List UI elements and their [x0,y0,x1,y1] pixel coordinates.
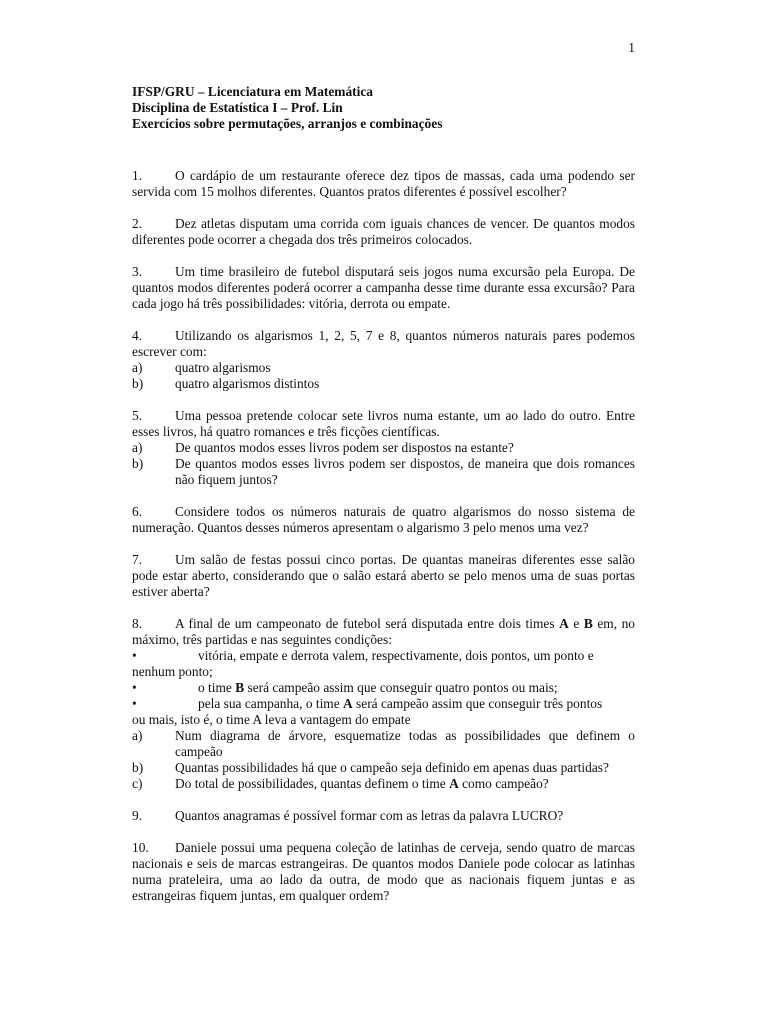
sub-item-c [132,776,635,792]
exercise-text: Um salão de festas possui cinco portas. De quantas maneiras diferentes esse salão pode estar aberto, considerando que o salão estará aberto se pelo menos uma de suas portas estiver aberta? [132,552,635,599]
bullet-icon: • [132,696,137,711]
sub-item-text: Quantas possibilidades há que o campeão seja definido em apenas duas partidas? [175,760,609,775]
bullet-text-continuation: ou mais, isto é, o time A leva a vantagem do empate [132,712,411,727]
bullet-text-part: pela sua campanha, o time [198,696,344,711]
sub-item-label: b) [132,760,144,775]
exercise-4 [132,328,635,392]
exercise-1 [132,168,635,200]
sub-item-text: De quantos modos esses livros podem ser dispostos, de maneira que dois romances não fiquem juntos? [175,456,635,487]
sub-item-label: b) [132,456,144,471]
bullet-item [132,648,635,680]
sub-item-a [132,728,635,760]
team-b-label: B [235,680,245,695]
sub-item-text: De quantos modos esses livros podem ser dispostos na estante? [175,440,514,455]
exercise-number: 4. [132,328,143,343]
sub-item-text-part: como campeão? [458,776,549,791]
bullet-text [198,696,635,712]
exercise-number: 7. [132,552,143,567]
exercise-number: 2. [132,216,143,231]
exercise-5 [132,408,635,488]
sub-item-text [175,776,635,792]
team-a-label: A [559,616,569,631]
exercise-9 [132,808,635,824]
header-discipline: Disciplina de Estatística I – Prof. Lin [132,100,343,115]
exercise-number: 9. [132,808,143,823]
exercise-number: 3. [132,264,143,279]
sub-item-a [132,360,635,376]
bullet-text-part: será campeão assim que conseguir três pontos [352,696,603,711]
exercise-number: 1. [132,168,143,183]
exercise-text: Utilizando os algarismos 1, 2, 5, 7 e 8, quantos números naturais pares podemos escrever com: [132,328,635,359]
exercise-statement [132,328,635,360]
bullet-icon: • [132,680,137,695]
document-content [132,84,635,904]
exercise-text: Quantos anagramas é possível formar com as letras da palavra LUCRO? [175,808,564,823]
sub-item-a [132,440,635,456]
exercise-text: Um time brasileiro de futebol disputará seis jogos numa excursão pela Europa. De quantos modos diferentes poderá ocorrer a campanha desse time durante essa excursão? Para cada jogo há três possibilidades: vitória, derrota ou empate. [132,264,635,311]
bullet-item [132,680,635,696]
exercise-statement [132,408,635,440]
exercise-10 [132,840,635,904]
header-title: Exercícios sobre permutações, arranjos e combinações [132,116,443,131]
team-a-label: A [449,776,459,791]
exercise-statement [132,616,635,648]
team-b-label: B [583,616,593,631]
bullet-icon: • [132,648,137,663]
sub-item-label: c) [132,776,143,791]
team-a-label: A [343,696,353,711]
exercise-text-part: em, no máximo, três partidas e nas seguintes condições: [132,616,636,647]
exercise-number: 6. [132,504,143,519]
exercise-number: 8. [132,616,143,631]
exercise-text: Considere todos os números naturais de quatro algarismos do nosso sistema de numeração. Quantos desses números apresentam o algarismo 3 pelo menos uma vez? [132,504,635,535]
sub-item-label: b) [132,376,144,391]
exercise-6 [132,504,635,536]
exercise-number: 10. [132,840,149,855]
exercise-number: 5. [132,408,143,423]
sub-item-text-part: Do total de possibilidades, quantas definem o time [175,776,450,791]
document-header [132,84,635,132]
exercise-2 [132,216,635,248]
exercise-text-part: A final de um campeonato de futebol será disputada entre dois times [175,616,560,631]
bullet-text-part: será campeão assim que conseguir quatro pontos ou mais; [244,680,558,695]
exercise-text: Uma pessoa pretende colocar sete livros numa estante, um ao lado do outro. Entre esses livros, há quatro romances e três ficções científicas. [132,408,635,439]
sub-item-text: quatro algarismos distintos [175,376,320,391]
sub-item-text: quatro algarismos [175,360,271,375]
bullet-text-continuation: nenhum ponto; [132,664,213,679]
sub-item-label: a) [132,360,143,375]
exercise-text-part: e [568,616,584,631]
bullet-item [132,696,635,728]
sub-item-b [132,456,635,488]
exercise-text: O cardápio de um restaurante oferece dez tipos de massas, cada uma podendo ser servida com 15 molhos diferentes. Quantos pratos diferentes é possível escolher? [132,168,635,199]
exercise-text: Daniele possui uma pequena coleção de latinhas de cerveja, sendo quatro de marcas nacionais e seis de marcas estrangeiras. De quantos modos Daniele pode colocar as latinhas numa prateleira, uma ao lado da outra, de modo que as nacionais fiquem juntas e as estrangeiras fiquem juntas, em qualquer ordem? [132,840,635,903]
page-number: 1 [628,40,635,55]
sub-item-b [132,376,635,392]
bullet-text [198,680,635,696]
exercise-3 [132,264,635,312]
bullet-text-part: o time [198,680,236,695]
exercise-text: Dez atletas disputam uma corrida com iguais chances de vencer. De quantos modos diferentes pode ocorrer a chegada dos três primeiros colocados. [132,216,635,247]
exercise-7 [132,552,635,600]
bullet-text: vitória, empate e derrota valem, respectivamente, dois pontos, um ponto e [198,648,594,663]
exercise-8 [132,616,635,792]
sub-item-label: a) [132,440,143,455]
header-course: IFSP/GRU – Licenciatura em Matemática [132,84,373,99]
sub-item-label: a) [132,728,143,743]
sub-item-text: Num diagrama de árvore, esquematize todas as possibilidades que definem o campeão [175,728,635,759]
sub-item-b [132,760,635,776]
